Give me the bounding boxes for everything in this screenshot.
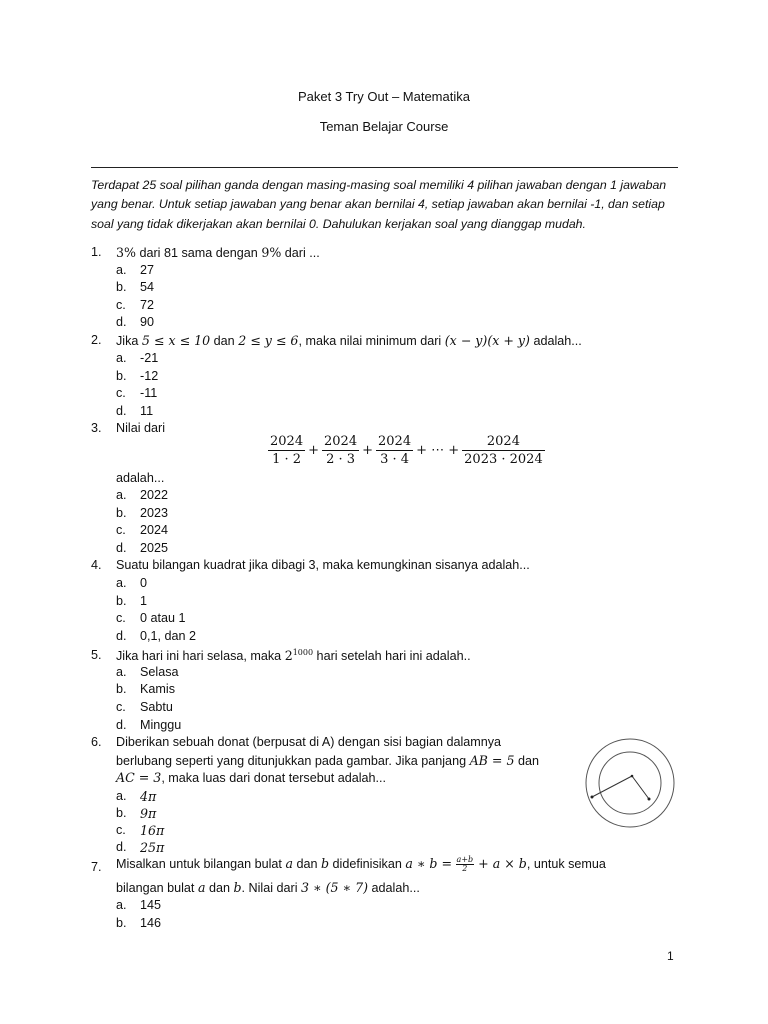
question-3-text: Nilai dari [116, 421, 165, 435]
power-exponent: 1000 [292, 648, 314, 657]
plus-sign: + [308, 443, 319, 458]
math-expr: (x − y)(x + y) [444, 333, 530, 348]
option-value: 90 [140, 315, 155, 329]
math-expr: 5 ≤ x ≤ 10 [141, 333, 211, 348]
fraction [462, 434, 545, 467]
option-value: 9π [140, 806, 157, 821]
header-divider [91, 167, 678, 168]
option-label: d. [116, 404, 127, 418]
option-label: c. [116, 823, 126, 837]
math-expr: 3 ∗ (5 ∗ 7) [301, 880, 369, 895]
text-run: bilangan bulat [116, 881, 198, 895]
option-label: a. [116, 898, 127, 912]
math-var: b [320, 856, 330, 871]
numerator: a+b [456, 855, 474, 865]
option-label: c. [116, 611, 126, 625]
numerator: 2024 [378, 434, 412, 449]
option-value: 2023 [140, 506, 169, 520]
question-6-line-1: Diberikan sebuah donat (berpusat di A) dengan sisi bagian dalamnya [116, 735, 502, 749]
option-label: a. [116, 351, 127, 365]
text-run: Jika [116, 334, 142, 348]
question-5-text [116, 648, 471, 663]
document-title: Paket 3 Try Out – Matematika [298, 89, 470, 104]
text-run: adalah... [529, 334, 582, 348]
option-label: d. [116, 718, 127, 732]
math-expr: 2 ≤ y ≤ 6 [238, 333, 299, 348]
option-value: 54 [140, 280, 155, 294]
numerator: 2024 [462, 434, 545, 451]
option-label: d. [116, 840, 127, 854]
series-sum-expression [268, 434, 545, 467]
fraction [376, 434, 413, 467]
numerator: 2024 [270, 434, 304, 449]
text-run: Jika hari ini hari selasa, maka [116, 649, 285, 664]
option-value: 0 [140, 576, 148, 590]
option-value: 145 [140, 898, 162, 912]
option-value: 25π [140, 840, 165, 855]
question-3-text-after: adalah... [116, 471, 165, 485]
option-label: a. [116, 263, 127, 277]
question-number: 1. [91, 245, 102, 259]
fraction [268, 434, 305, 467]
option-value: 4π [140, 789, 157, 804]
math-var: a [197, 880, 206, 895]
option-value: 1 [140, 594, 148, 608]
option-label: d. [116, 629, 127, 643]
option-label: b. [116, 280, 127, 294]
text-run: dari ... [281, 246, 320, 260]
question-number: 7. [91, 860, 102, 874]
option-label: a. [116, 488, 127, 502]
option-label: c. [116, 298, 126, 312]
inner-circle [599, 752, 661, 814]
option-value: -11 [140, 386, 158, 400]
option-label: c. [116, 386, 126, 400]
segment-ab [592, 776, 632, 797]
question-6-line-3 [116, 770, 386, 785]
text-run: berlubang seperti yang ditunjukkan pada gambar. Jika panjang [116, 754, 470, 768]
denominator: 2023 · 2024 [464, 452, 543, 467]
option-label: b. [116, 506, 127, 520]
option-value: Kamis [140, 682, 175, 696]
point-a [631, 775, 634, 778]
option-label: d. [116, 541, 127, 555]
denominator: 1 · 2 [272, 452, 302, 467]
option-label: c. [116, 523, 126, 537]
question-7-line-1 [116, 856, 606, 873]
option-value: 2022 [140, 488, 169, 502]
option-value: 16π [140, 823, 165, 838]
segment-ac [632, 776, 649, 799]
denominator: 2 [462, 864, 468, 874]
math-expr: AC = 3 [116, 770, 162, 785]
option-label: b. [116, 369, 127, 383]
question-6-line-2 [116, 753, 539, 768]
option-value: -21 [140, 351, 159, 365]
option-label: b. [116, 806, 127, 820]
question-2-text [116, 333, 582, 348]
text-run: dan [514, 754, 540, 768]
numerator: 2024 [324, 434, 358, 449]
question-4-text: Suatu bilangan kuadrat jika dibagi 3, maka kemungkinan sisanya adalah... [116, 558, 530, 572]
math-expr: 9% [261, 245, 282, 260]
math-expr: AB = 5 [469, 753, 515, 768]
text-run: dan [205, 881, 234, 895]
option-value: -12 [140, 369, 159, 383]
instructions-paragraph: Terdapat 25 soal pilihan ganda dengan masing-masing soal memiliki 4 pilihan jawaban dengan 1 jawaban yang benar. Untuk setiap jawaban yang benar akan bernilai 4, setiap jawaban akan bernilai -1, dan setiap soal yang tidak dikerjakan akan bernilai 0. Dahulukan kerjakan soal yang dianggap mudah. [91, 178, 667, 231]
text-run: , maka nilai minimum dari [298, 334, 445, 348]
math-expr: a ∗ b = [405, 856, 453, 871]
option-label: a. [116, 576, 127, 590]
option-value: Sabtu [140, 700, 173, 714]
option-value: 2024 [140, 523, 169, 537]
option-value: 72 [140, 298, 155, 312]
option-value: 0,1, dan 2 [140, 629, 197, 643]
point-c [648, 798, 651, 801]
option-label: d. [116, 315, 127, 329]
question-number: 5. [91, 648, 102, 662]
text-run: dan [292, 857, 321, 871]
question-number: 3. [91, 421, 102, 435]
option-label: b. [116, 916, 127, 930]
option-label: a. [116, 665, 127, 679]
option-label: a. [116, 789, 127, 803]
ellipsis-sum: + ⋯ + [416, 443, 460, 458]
math-var: a [285, 856, 293, 871]
document-subtitle: Teman Belajar Course [319, 119, 449, 134]
option-value: 0 atau 1 [140, 611, 186, 625]
math-var: b [233, 880, 242, 895]
power-base: 2 [284, 648, 293, 664]
point-b [591, 796, 594, 799]
option-value: 146 [140, 916, 162, 930]
fraction [322, 434, 359, 467]
text-run: dan [210, 334, 239, 348]
plus-sign: + [362, 443, 373, 458]
option-label: b. [116, 682, 127, 696]
question-1-text [116, 245, 320, 260]
math-expr: + a × b [474, 856, 527, 871]
text-run: , maka luas dari donat tersebut adalah... [161, 771, 387, 785]
text-run: dari 81 sama dengan [135, 246, 262, 260]
question-number: 2. [91, 333, 102, 347]
question-number: 6. [91, 735, 102, 749]
option-value: Minggu [140, 718, 182, 732]
text-run: , untuk semua [526, 857, 606, 871]
text-run: . Nilai dari [241, 881, 302, 895]
denominator: 2 · 3 [326, 452, 356, 467]
option-value: Selasa [140, 665, 179, 679]
option-value: 11 [140, 404, 154, 418]
math-expr: 3% [116, 245, 136, 260]
fraction [456, 856, 475, 873]
question-7-line-2 [116, 880, 420, 895]
text-run: didefinisikan [329, 857, 406, 871]
page-number: 1 [667, 949, 674, 963]
option-value: 2025 [140, 541, 169, 555]
text-run: Misalkan untuk bilangan bulat [116, 857, 286, 871]
denominator: 3 · 4 [380, 452, 410, 467]
question-number: 4. [91, 558, 102, 572]
text-run: hari setelah hari ini adalah.. [313, 649, 471, 664]
donut-figure [584, 737, 676, 829]
option-value: 27 [140, 263, 155, 277]
option-label: b. [116, 594, 127, 608]
text-run: adalah... [368, 881, 420, 895]
option-label: c. [116, 700, 126, 714]
